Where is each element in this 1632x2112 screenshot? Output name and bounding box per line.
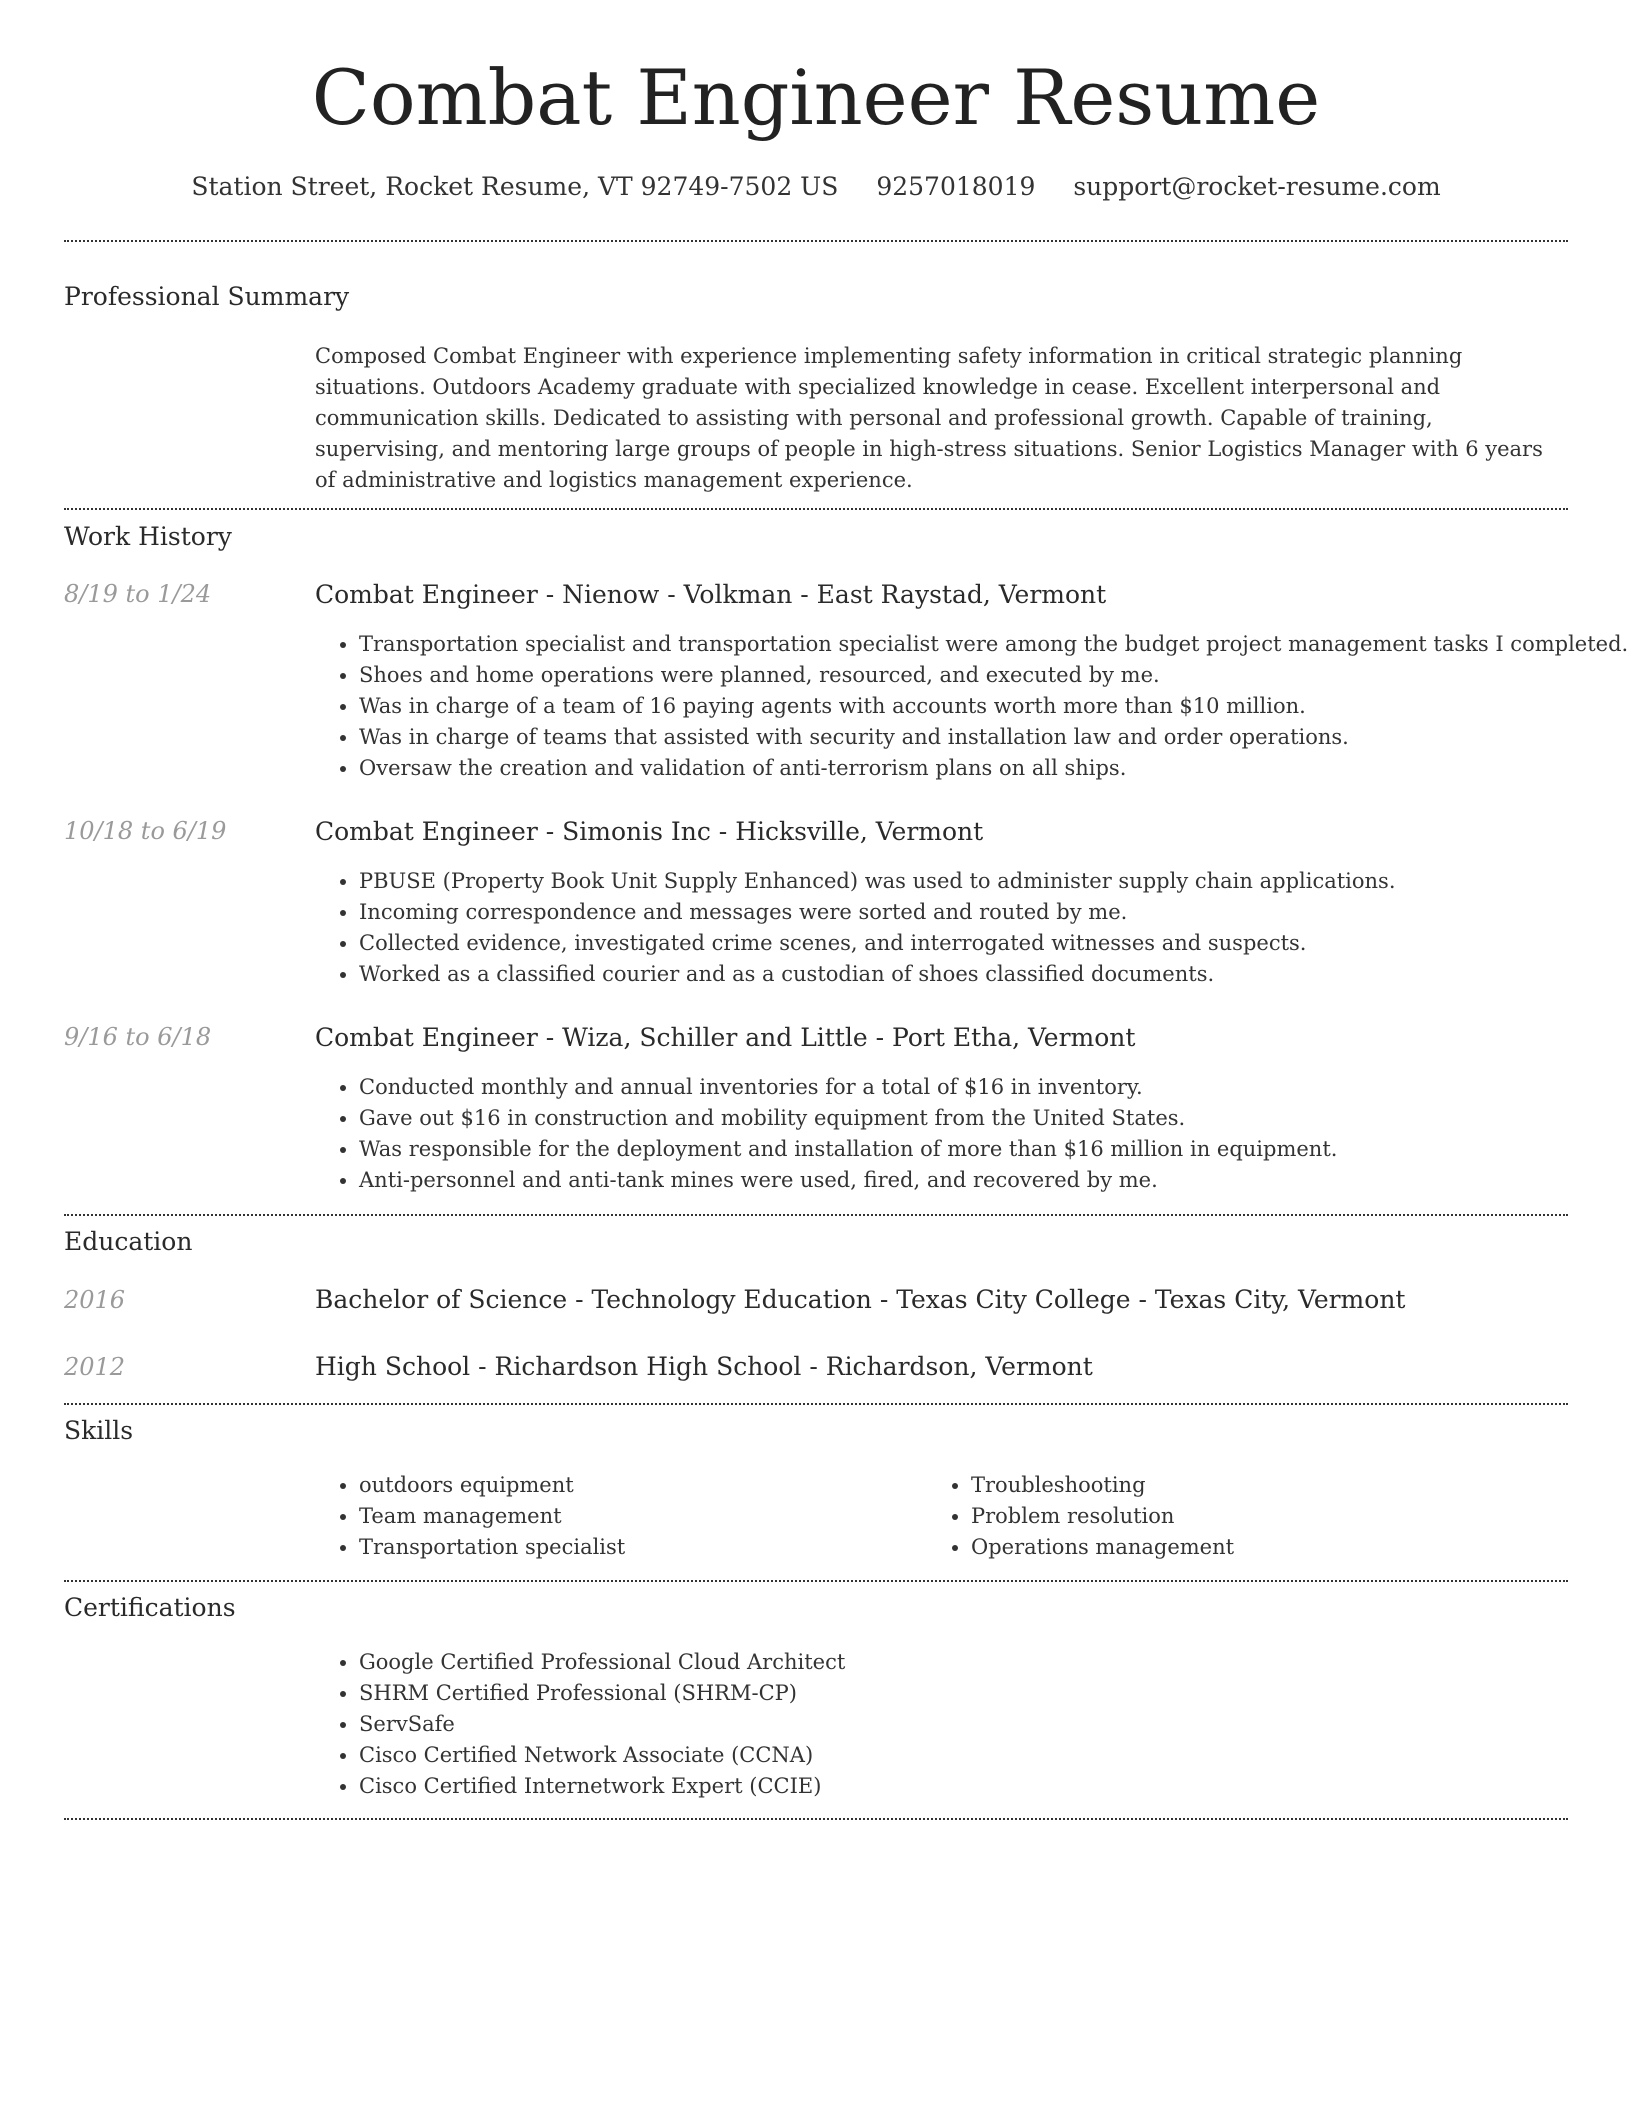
list-item: • Was in charge of teams that assisted with security and installation law and order operations.	[359, 722, 1628, 753]
contact-phone: 9257018019	[876, 172, 1036, 201]
skills-list-right	[927, 1470, 1234, 1563]
resume-title: Combat Engineer Resume	[311, 53, 1321, 142]
list-item: • Transportation specialist	[359, 1532, 625, 1563]
job-dates: 8/19 to 1/24	[64, 580, 212, 608]
skills-list-left	[315, 1470, 625, 1563]
list-item: • Cisco Certified Internetwork Expert (CCIE)	[359, 1771, 845, 1802]
list-item: • SHRM Certified Professional (SHRM-CP)	[359, 1678, 845, 1709]
job-title: Combat Engineer - Wiza, Schiller and Little - Port Etha, Vermont	[315, 1023, 1136, 1052]
education-entry: High School - Richardson High School - Richardson, Vermont	[315, 1352, 1093, 1381]
list-item: • Conducted monthly and annual inventories for a total of $16 in inventory.	[359, 1072, 1337, 1103]
list-item: • ServSafe	[359, 1709, 845, 1740]
contact-email: support@rocket-resume.com	[1073, 172, 1441, 201]
list-item: • Was in charge of a team of 16 paying agents with accounts worth more than $10 million.	[359, 691, 1628, 722]
list-item: • Collected evidence, investigated crime scenes, and interrogated witnesses and suspects.	[359, 928, 1396, 959]
list-item: • Operations management	[971, 1532, 1234, 1563]
certifications-list	[315, 1647, 845, 1802]
contact-address: Station Street, Rocket Resume, VT 92749-7502 US	[191, 172, 839, 201]
list-item: • Cisco Certified Network Associate (CCNA)	[359, 1740, 845, 1771]
education-entry: Bachelor of Science - Technology Education - Texas City College - Texas City, Vermont	[315, 1285, 1406, 1314]
list-item: • Shoes and home operations were planned, resourced, and executed by me.	[359, 660, 1628, 691]
list-item: • PBUSE (Property Book Unit Supply Enhanced) was used to administer supply chain applications.	[359, 866, 1396, 897]
list-item: • Oversaw the creation and validation of anti-terrorism plans on all ships.	[359, 753, 1628, 784]
job-dates: 9/16 to 6/18	[64, 1023, 212, 1051]
certifications-heading: Certifications	[64, 1593, 236, 1622]
job-bullets	[315, 629, 1628, 784]
job-bullets	[315, 1072, 1337, 1196]
list-item: • Transportation specialist and transportation specialist were among the budget project management tasks I completed.	[359, 629, 1628, 660]
list-item: • Google Certified Professional Cloud Architect	[359, 1647, 845, 1678]
list-item: • Anti-personnel and anti-tank mines were used, fired, and recovered by me.	[359, 1165, 1337, 1196]
contact-line	[64, 172, 1568, 201]
section-divider	[64, 1818, 1568, 1820]
section-divider	[64, 240, 1568, 242]
list-item: • Gave out $16 in construction and mobility equipment from the United States.	[359, 1103, 1337, 1134]
job-title: Combat Engineer - Nienow - Volkman - East Raystad, Vermont	[315, 580, 1107, 609]
section-divider	[64, 1403, 1568, 1405]
job-dates: 10/18 to 6/19	[64, 817, 227, 845]
section-divider	[64, 508, 1568, 510]
list-item: • Team management	[359, 1501, 625, 1532]
education-heading: Education	[64, 1227, 193, 1256]
list-item: • Incoming correspondence and messages were sorted and routed by me.	[359, 897, 1396, 928]
list-item: • Problem resolution	[971, 1501, 1234, 1532]
summary-heading: Professional Summary	[64, 282, 350, 311]
job-bullets	[315, 866, 1396, 990]
education-year: 2016	[64, 1286, 126, 1314]
job-title: Combat Engineer - Simonis Inc - Hicksville, Vermont	[315, 817, 984, 846]
list-item: • Worked as a classified courier and as a custodian of shoes classified documents.	[359, 959, 1396, 990]
list-item: • Troubleshooting	[971, 1470, 1234, 1501]
skills-heading: Skills	[64, 1416, 134, 1445]
section-divider	[64, 1580, 1568, 1582]
education-year: 2012	[64, 1353, 126, 1381]
section-divider	[64, 1214, 1568, 1216]
list-item: • Was responsible for the deployment and installation of more than $16 million in equipment.	[359, 1134, 1337, 1165]
work-history-heading: Work History	[64, 522, 232, 551]
summary-text: Composed Combat Engineer with experience implementing safety information in critical strategic planning situations. Outdoors Academy graduate with specialized knowledge in cease. Excellent interpersonal and communication skills. Dedicated to assisting with personal and professional growth. Capable of training, supervising, and mentoring large groups of people in high-stress situations. Senior Logistics Manager with 6 years of administrative and logistics management experience.	[315, 344, 1543, 492]
list-item: • outdoors equipment	[359, 1470, 625, 1501]
